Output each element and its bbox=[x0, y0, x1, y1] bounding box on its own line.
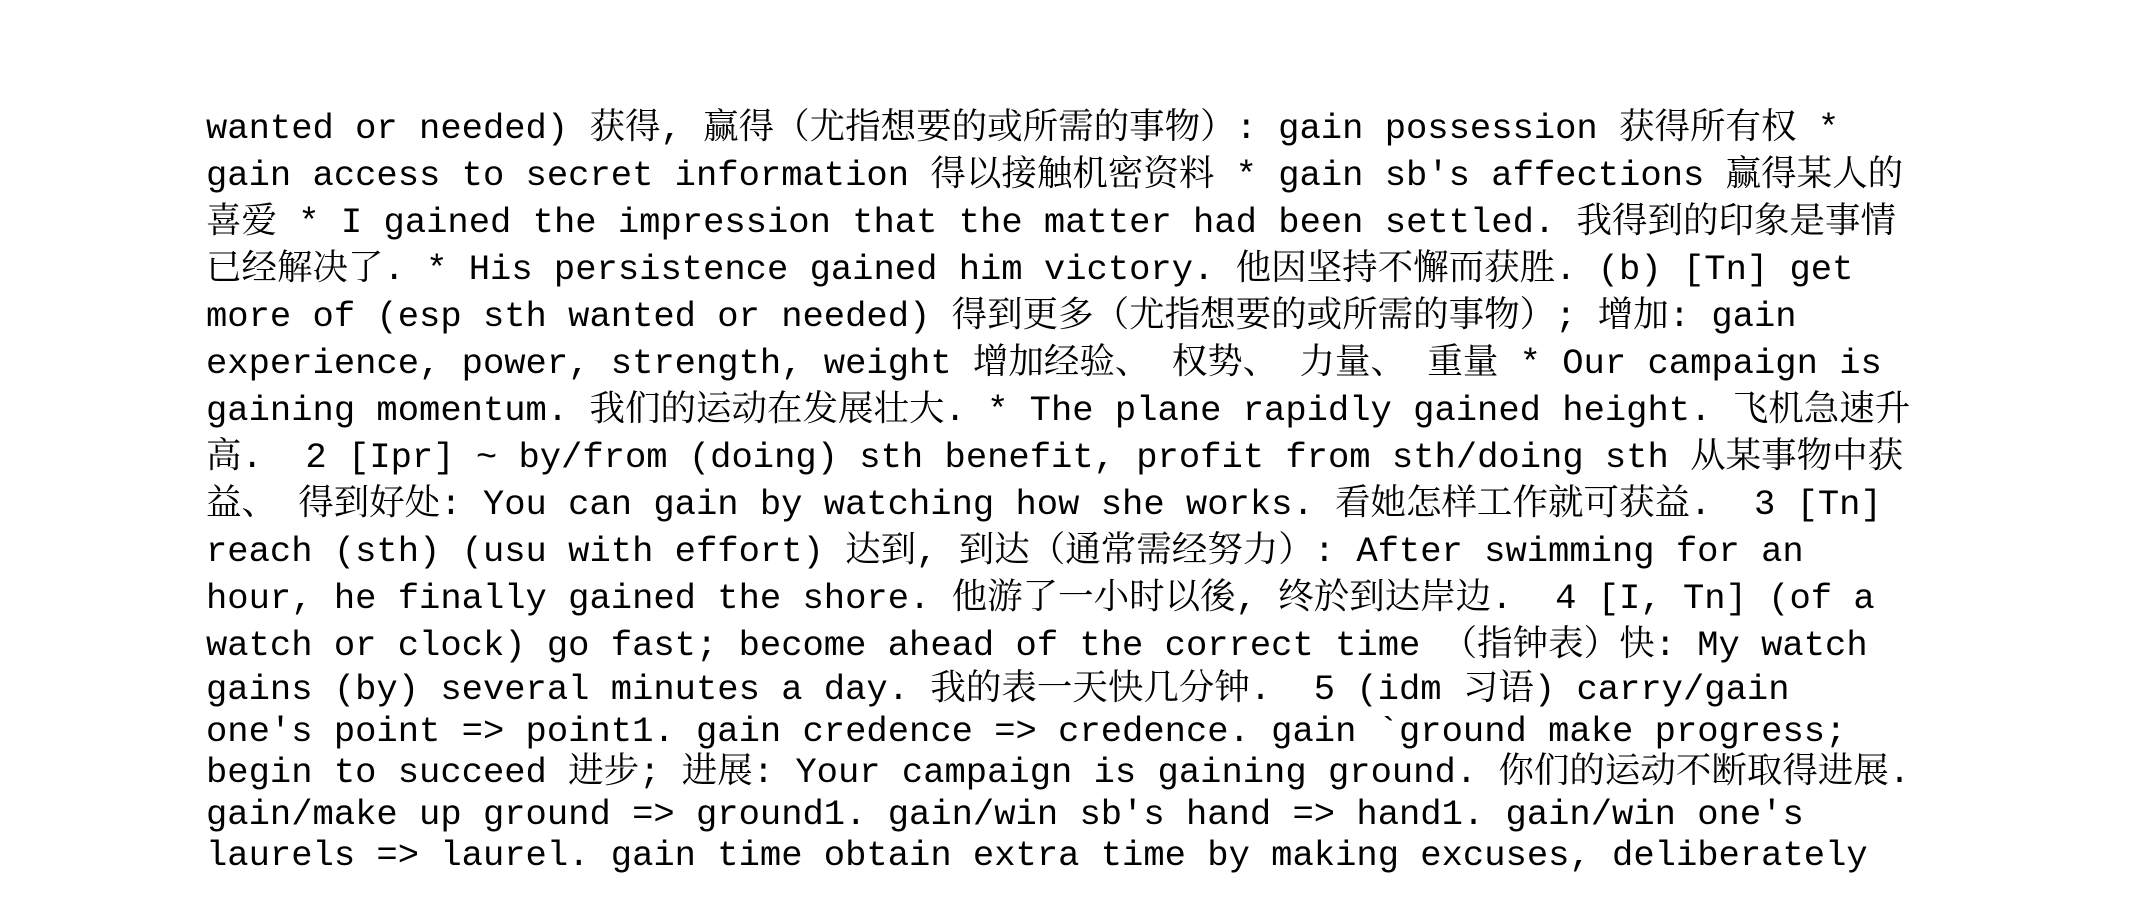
text-line: experience, power, strength, weight 增加经验、 权势、 力量、 重量 * Our campaign is bbox=[206, 343, 1882, 384]
text-line: laurels => laurel. gain time obtain extra time by making excuses, deliberately bbox=[206, 835, 1868, 876]
text-line: gain/make up ground => ground1. gain/win sb's hand => hand1. gain/win one's bbox=[206, 793, 1804, 835]
text-line: 已经解决了. * His persistence gained him victory. 他因坚持不懈而获胜. (b) [Tn] get bbox=[206, 249, 1854, 290]
text-line: 高. 2 [Ipr] ~ by/from (doing) sth benefit, profit from sth/doing sth 从某事物中获 bbox=[206, 437, 1904, 478]
dictionary-entry-text bbox=[206, 105, 2106, 877]
text-line: one's point => point1. gain credence => credence. gain `ground make progress; bbox=[206, 710, 1847, 752]
text-line: watch or clock) go fast; become ahead of the correct time （指钟表）快: My watch bbox=[206, 625, 1868, 666]
text-line: gains (by) several minutes a day. 我的表一天快几分钟. 5 (idm 习语) carry/gain bbox=[206, 669, 1790, 710]
text-line: begin to succeed 进步; 进展: Your campaign is gaining ground. 你们的运动不断取得进展. bbox=[206, 752, 1911, 793]
text-line: gain access to secret information 得以接触机密资料 * gain sb's affections 赢得某人的 bbox=[206, 155, 1904, 196]
text-line: reach (sth) (usu with effort) 达到, 到达（通常需经努力）: After swimming for an bbox=[206, 531, 1804, 572]
text-line: more of (esp sth wanted or needed) 得到更多（尤指想要的或所需的事物）; 增加: gain bbox=[206, 296, 1797, 337]
text-line: gaining momentum. 我们的运动在发展壮大. * The plane rapidly gained height. 飞机急速升 bbox=[206, 390, 1911, 431]
text-line: wanted or needed) 获得, 赢得（尤指想要的或所需的事物）: gain possession 获得所有权 * bbox=[206, 108, 1840, 149]
text-line: hour, he finally gained the shore. 他游了一小时以後, 终於到达岸边. 4 [I, Tn] (of a bbox=[206, 578, 1875, 619]
text-line: 益、 得到好处: You can gain by watching how she works. 看她怎样工作就可获益. 3 [Tn] bbox=[206, 484, 1882, 525]
text-line: 喜爱 * I gained the impression that the matter had been settled. 我得到的印象是事情 bbox=[206, 202, 1897, 243]
